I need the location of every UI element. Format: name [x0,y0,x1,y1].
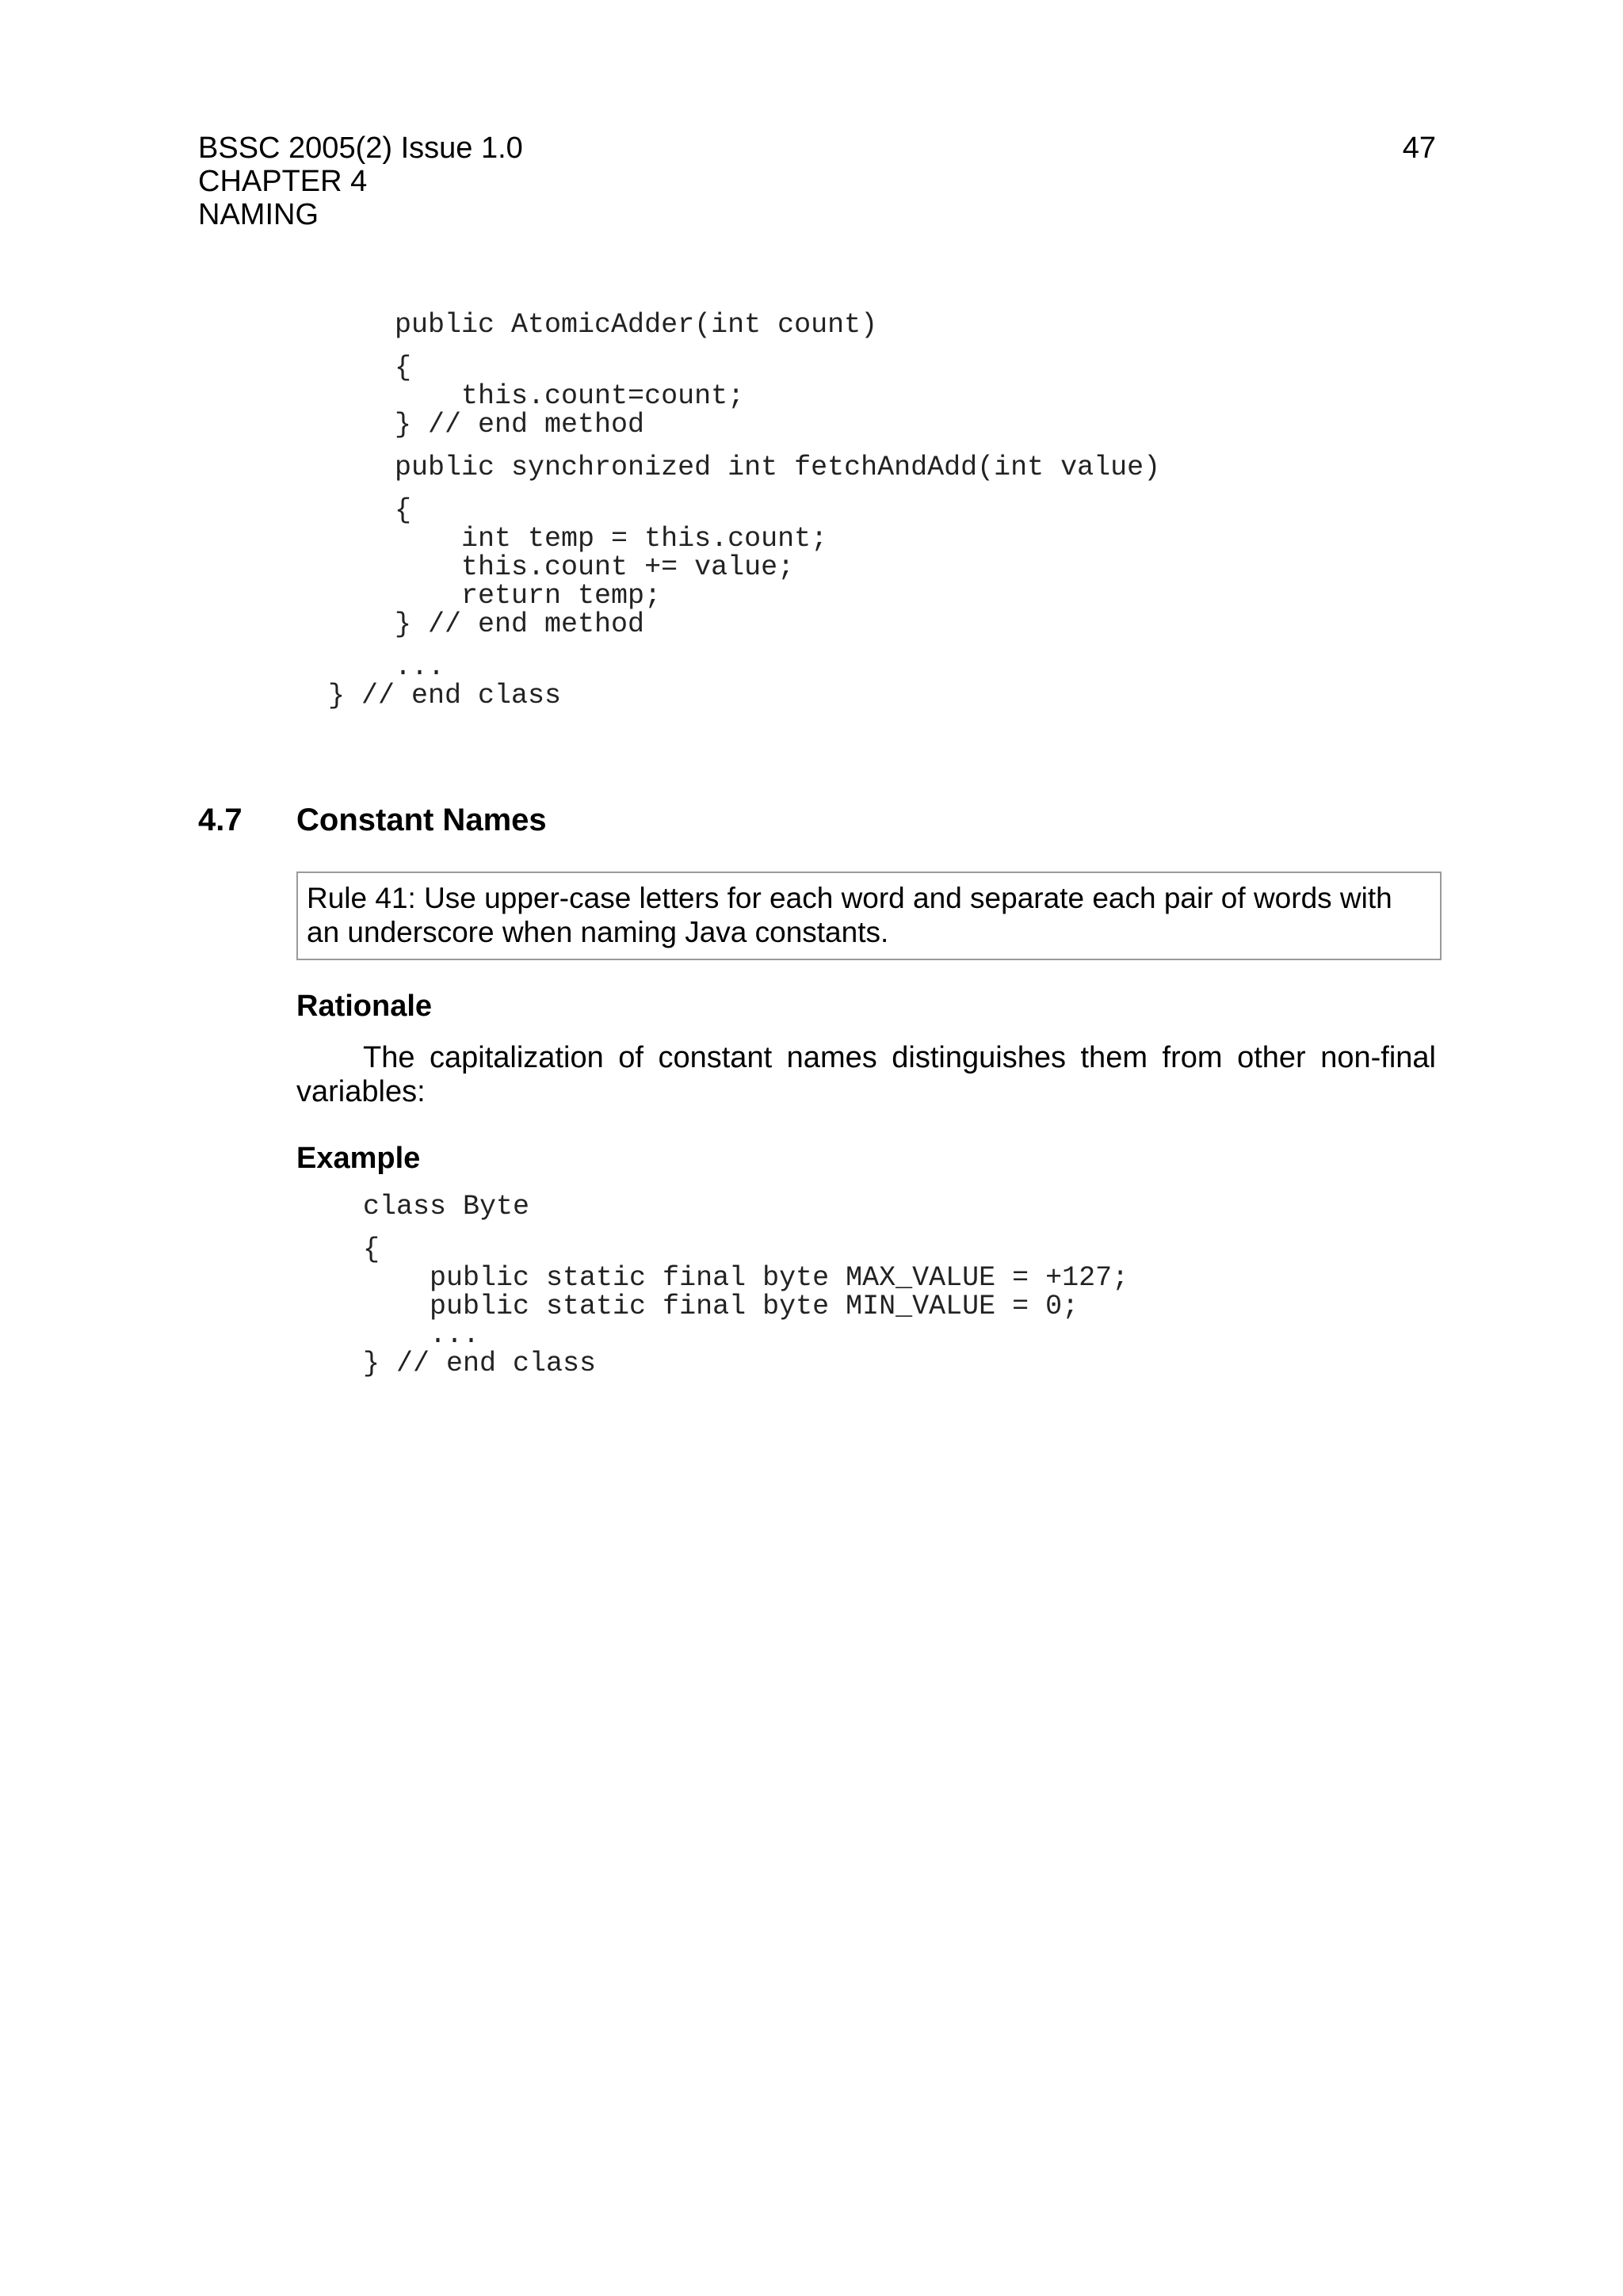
code-line: this.count += value; [328,551,795,583]
section-title: Constant Names [296,803,547,837]
code-line: } // end method [328,409,645,441]
rule-box: Rule 41: Use upper-case letters for each word and separate each pair of words with an underscore when naming Java constants. [296,871,1442,960]
page-header [198,132,1436,231]
code-listing-example [363,1192,1128,1378]
code-line: { [328,494,412,526]
code-line: } // end method [328,608,645,640]
chapter-title: NAMING [198,198,319,231]
section-number: 4.7 [198,803,242,837]
code-line: int temp = this.count; [328,523,828,555]
rationale-heading: Rationale [296,990,433,1023]
rationale-paragraph: The capitalization of constant names distinguishes them from other non-final variables: [296,1041,1436,1108]
document-id: BSSC 2005(2) Issue 1.0 [198,132,523,165]
code-line: return temp; [328,580,662,612]
code-line: { [328,352,412,383]
code-line: public static final byte MIN_VALUE = 0; [363,1291,1079,1322]
code-line: public AtomicAdder(int count) [328,309,878,341]
example-heading: Example [296,1142,421,1175]
code-line: { [363,1234,380,1265]
code-line: public static final byte MAX_VALUE = +127; [363,1262,1129,1294]
code-line: ... [363,1319,480,1351]
code-line: class Byte [363,1191,530,1222]
code-line: } // end class [328,680,562,711]
chapter-label: CHAPTER 4 [198,165,368,198]
page-number: 47 [1402,132,1436,165]
code-line: public synchronized int fetchAndAdd(int value) [328,452,1161,483]
code-line: } // end class [363,1348,597,1379]
code-listing-atomic-adder [328,311,1160,710]
code-line: ... [328,651,445,683]
code-line: this.count=count; [328,380,745,412]
